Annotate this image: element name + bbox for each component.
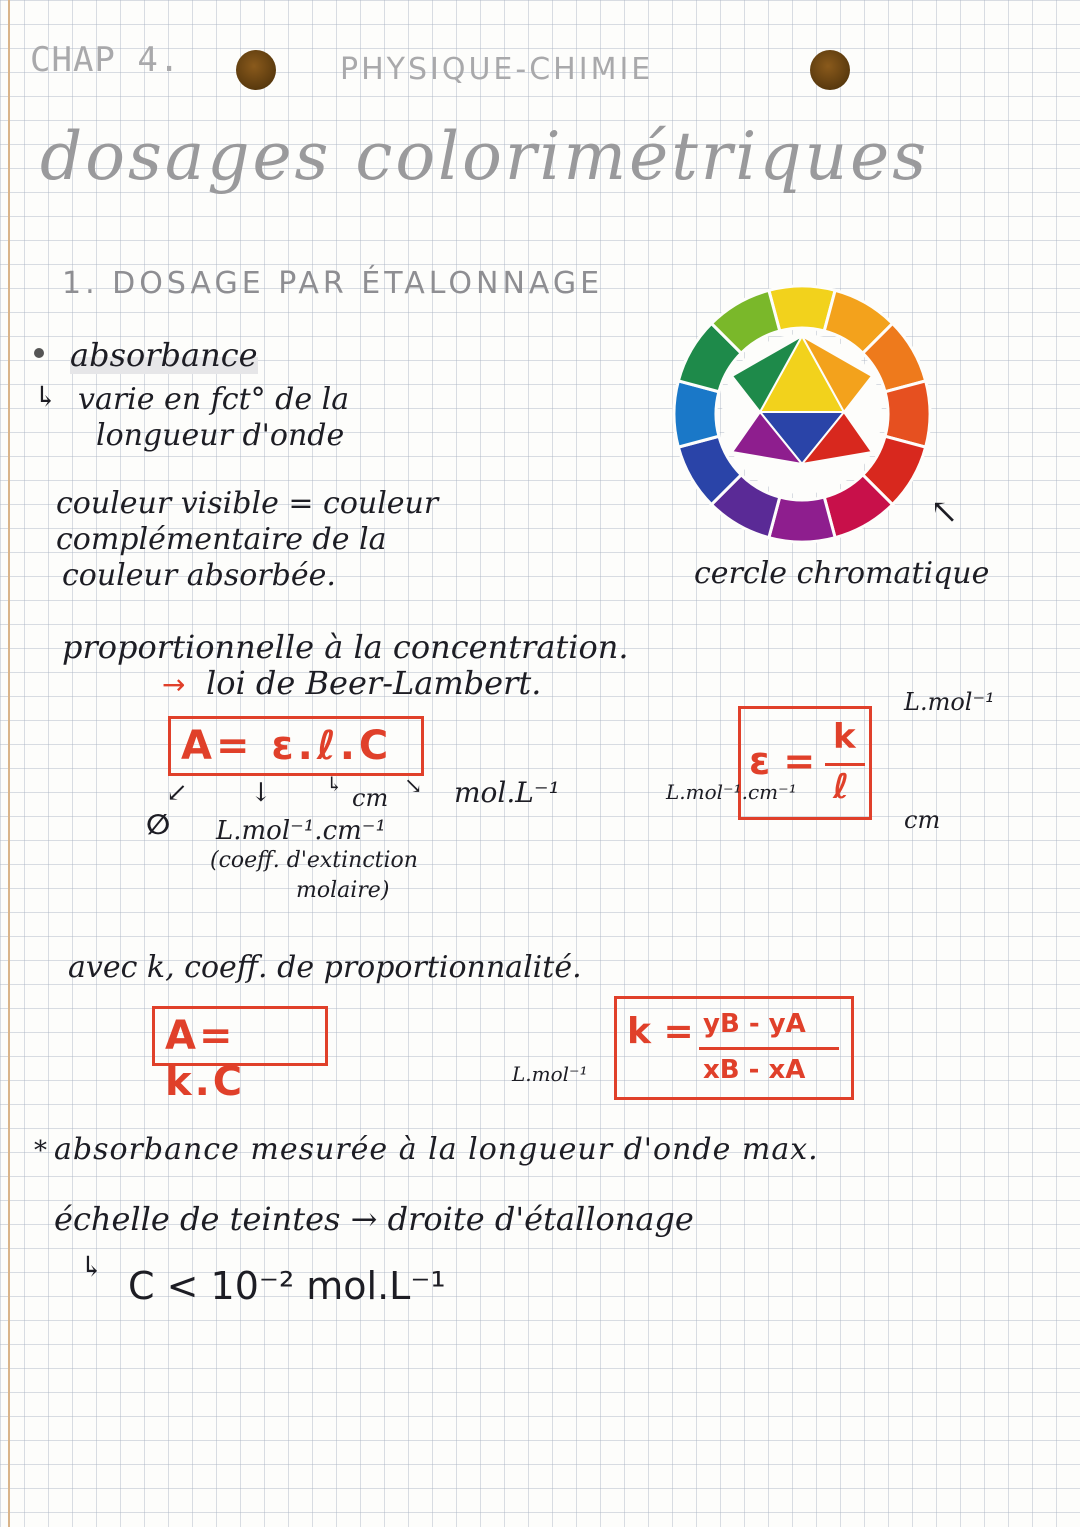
- arrow-right-icon: →: [162, 668, 186, 701]
- unit-eps-1: L.mol⁻¹.cm⁻¹: [216, 816, 386, 846]
- formula-epsilon-num: k: [833, 717, 856, 757]
- unit-k-top: L.mol⁻¹: [904, 688, 995, 716]
- formula-k-den: xB - xA: [703, 1055, 806, 1085]
- unit-a: ∅: [146, 808, 170, 841]
- arrow-down-a-icon: ↙: [166, 778, 188, 808]
- curved-arrow-icon: ↖: [930, 492, 959, 532]
- unit-l: cm: [352, 784, 389, 812]
- unit-eps-2: (coeff. d'extinction: [210, 848, 418, 873]
- scale-text: échelle de teintes → droite d'étallonage: [54, 1200, 694, 1238]
- punch-hole-left: [236, 50, 276, 90]
- formula-k-num: yB - yA: [703, 1009, 806, 1039]
- punch-hole-right: [810, 50, 850, 90]
- visible-color-line-2: complémentaire de la: [56, 522, 387, 557]
- arrow-hook-icon: ↳: [34, 380, 58, 413]
- varies-line-2: longueur d'onde: [96, 418, 345, 453]
- arrow-down-eps-icon: ↓: [250, 778, 272, 808]
- visible-color-line-1: couleur visible = couleur: [56, 486, 439, 521]
- formula-beer-lambert: [168, 716, 424, 776]
- absorbance-measured-text: absorbance mesurée à la longueur d'onde max.: [54, 1132, 819, 1167]
- arrow-hook-icon-2: ↳: [80, 1250, 104, 1283]
- unit-k-left: L.mol⁻¹: [512, 1062, 588, 1086]
- bullet-dot: [34, 348, 44, 358]
- color-wheel: [672, 284, 932, 544]
- with-k-text: avec k, coeff. de proportionnalité.: [68, 950, 582, 985]
- wheel-caption: cercle chromatique: [694, 556, 990, 591]
- formula-k-slope: [614, 996, 854, 1100]
- formula-akc-text: A= k.C: [165, 1013, 246, 1105]
- proportional-text: proportionnelle à la concentration.: [62, 628, 629, 666]
- formula-epsilon-den: ℓ: [833, 767, 850, 807]
- formula-k-left: k =: [627, 1011, 694, 1052]
- section-heading: 1. DOSAGE PAR ÉTALONNAGE: [62, 266, 604, 301]
- unit-eps-left: L.mol⁻¹.cm⁻¹: [666, 780, 797, 804]
- formula-k-bar: [699, 1047, 839, 1050]
- varies-line-1: varie en fct° de la: [78, 382, 350, 417]
- formula-epsilon-left: ε =: [749, 739, 816, 783]
- absorbance-label: absorbance: [70, 336, 258, 374]
- star-bullet: *: [34, 1136, 47, 1166]
- formula-epsilon-bar: [825, 763, 865, 766]
- chapter-label: CHAP 4.: [30, 40, 181, 80]
- unit-eps-3: molaire): [296, 878, 390, 903]
- unit-den: cm: [904, 806, 941, 834]
- visible-color-line-3: couleur absorbée.: [62, 558, 336, 593]
- beer-lambert-law: loi de Beer-Lambert.: [206, 664, 542, 702]
- formula-akc: [152, 1006, 328, 1105]
- page-title: dosages colorimétriques: [40, 118, 930, 195]
- arrow-down-l-icon: ↳: [326, 772, 343, 796]
- subject-label: PHYSIQUE-CHIMIE: [340, 52, 654, 87]
- formula-beer-lambert-text: A= ε.ℓ.C: [181, 723, 393, 769]
- condition-text: C < 10⁻² mol.L⁻¹: [128, 1264, 446, 1308]
- arrow-right-c-icon: ↘: [404, 774, 423, 799]
- unit-c: mol.L⁻¹: [454, 776, 560, 809]
